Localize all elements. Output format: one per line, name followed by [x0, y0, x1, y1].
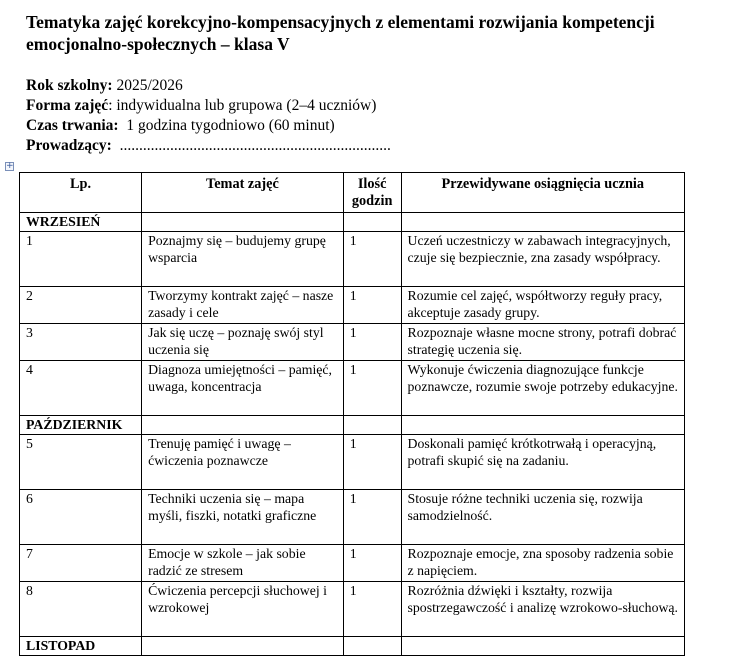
document-title: Tematyka zajęć korekcyjno-kompensacyjnych z elementami rozwijania kompetencji emocjonalno-społecznych – klasa V [26, 12, 655, 54]
cell-topic: Tworzymy kontrakt zajęć – nasze zasady i cele [142, 287, 344, 324]
cell-topic: Ćwiczenia percepcji słuchowej i wzrokowej [142, 582, 344, 637]
cell-goals: Rozumie cel zajęć, współtworzy reguły pracy, akceptuje zasady grupy. [401, 287, 684, 324]
table-row [20, 232, 685, 287]
month-row [20, 637, 685, 656]
table-header-row [20, 173, 685, 213]
cell-goals: Rozpoznaje własne mocne strony, potrafi dobrać strategię uczenia się. [401, 324, 684, 361]
meta-duration [26, 116, 391, 136]
table-row [20, 435, 685, 490]
table-row [20, 582, 685, 637]
cell-topic: Diagnoza umiejętności – pamięć, uwaga, koncentracja [142, 361, 344, 416]
cell-hours: 1 [343, 545, 401, 582]
cell-hours: 1 [343, 287, 401, 324]
month-label: PAŹDZIERNIK [20, 416, 142, 435]
cell-goals: Uczeń uczestniczy w zabawach integracyjnych, czuje się bezpiecznie, zna zasady współpracy. [401, 232, 684, 287]
cell-goals: Doskonali pamięć krótkotrwałą i operacyjną, potrafi skupić się na zadaniu. [401, 435, 684, 490]
cell-hours: 1 [343, 490, 401, 545]
cell-lp: 8 [20, 582, 142, 637]
meta-value: : indywidualna lub grupowa (2–4 uczniów) [108, 97, 377, 114]
month-label: LISTOPAD [20, 637, 142, 656]
meta-label: Czas trwania: [26, 117, 119, 134]
month-label: WRZESIEŃ [20, 213, 142, 232]
cell-hours: 1 [343, 435, 401, 490]
meta-value: 1 godzina tygodniowo (60 minut) [118, 117, 335, 134]
cell-lp: 7 [20, 545, 142, 582]
schedule-table [19, 172, 685, 656]
cell-hours: 1 [343, 361, 401, 416]
meta-form [26, 96, 391, 116]
cell-lp: 6 [20, 490, 142, 545]
cell-lp: 2 [20, 287, 142, 324]
cell-goals: Stosuje różne techniki uczenia się, rozwija samodzielność. [401, 490, 684, 545]
header-hours: Ilość godzin [343, 173, 401, 213]
cell-lp: 3 [20, 324, 142, 361]
meta-label: Rok szkolny: [26, 77, 113, 94]
meta-teacher [26, 136, 391, 156]
cell-hours: 1 [343, 324, 401, 361]
meta-label: Prowadzący: [26, 137, 112, 154]
table-row [20, 361, 685, 416]
table-row [20, 287, 685, 324]
cell-goals: Wykonuje ćwiczenia diagnozujące funkcje poznawcze, rozumie swoje potrzeby edukacyjne. [401, 361, 684, 416]
meta-school-year [26, 76, 391, 96]
table-row [20, 490, 685, 545]
cell-lp: 5 [20, 435, 142, 490]
cell-lp: 4 [20, 361, 142, 416]
table-move-handle-icon[interactable]: + [6, 161, 14, 171]
cell-topic: Trenuję pamięć i uwagę – ćwiczenia poznawcze [142, 435, 344, 490]
cell-topic: Emocje w szkole – jak sobie radzić ze stresem [142, 545, 344, 582]
meta-label: Forma zajęć [26, 97, 109, 114]
meta-value: 2025/2026 [112, 77, 183, 94]
cell-topic: Techniki uczenia się – mapa myśli, fiszki, notatki graficzne [142, 490, 344, 545]
header-goals: Przewidywane osiągnięcia ucznia [401, 173, 684, 213]
cell-hours: 1 [343, 232, 401, 287]
table-row [20, 545, 685, 582]
meta-value: ...................................................................... [111, 137, 391, 154]
month-row [20, 416, 685, 435]
month-row [20, 213, 685, 232]
table-row [20, 324, 685, 361]
header-lp: Lp. [20, 173, 142, 213]
cell-hours: 1 [343, 582, 401, 637]
header-topic: Temat zajęć [142, 173, 344, 213]
document-meta [26, 76, 391, 156]
cell-goals: Rozpoznaje emocje, zna sposoby radzenia sobie z napięciem. [401, 545, 684, 582]
cell-lp: 1 [20, 232, 142, 287]
cell-goals: Rozróżnia dźwięki i kształty, rozwija spostrzegawczość i analizę wzrokowo-słuchową. [401, 582, 684, 637]
cell-topic: Poznajmy się – budujemy grupę wsparcia [142, 232, 344, 287]
cell-topic: Jak się uczę – poznaję swój styl uczenia się [142, 324, 344, 361]
